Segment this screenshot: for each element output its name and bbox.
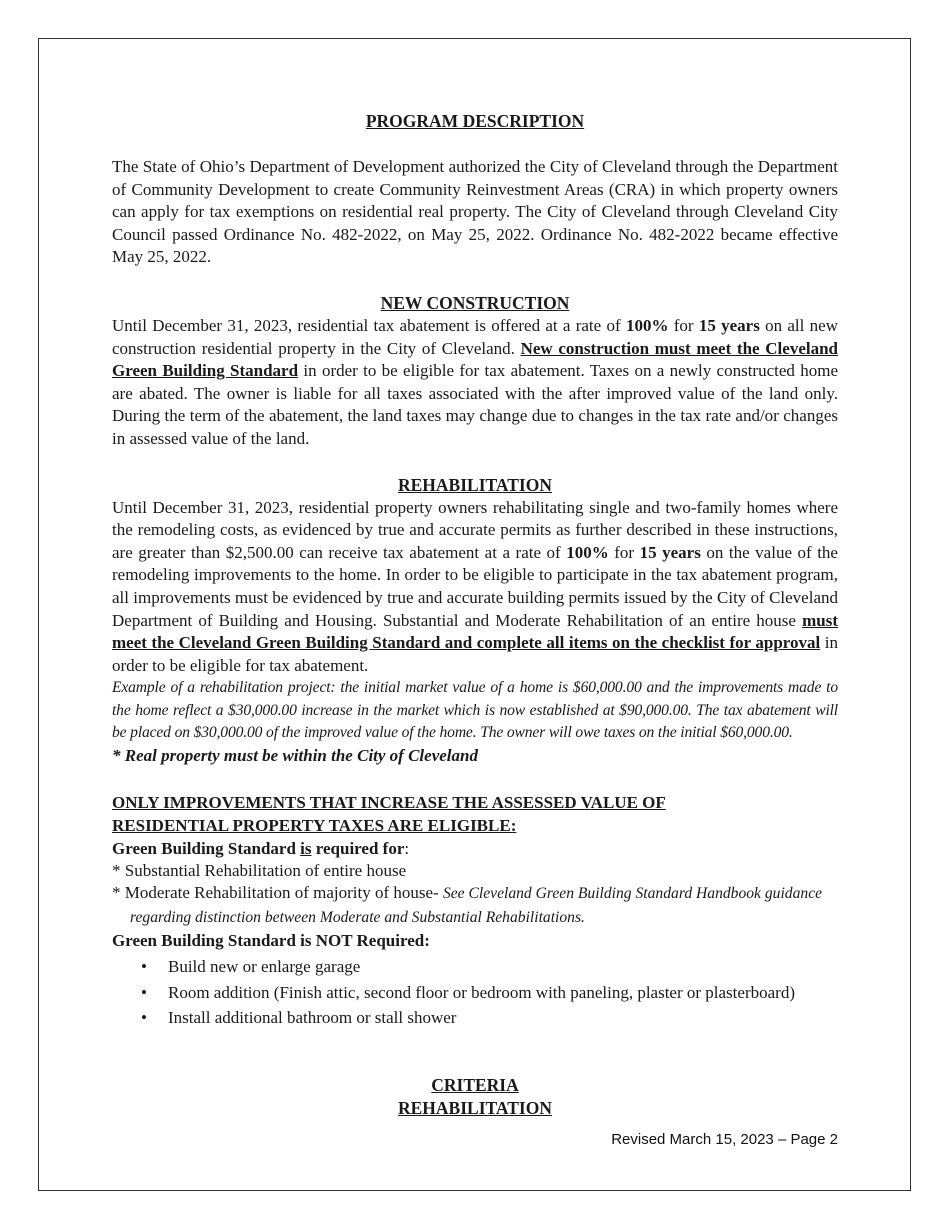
list-item: • Install additional bathroom or stall shower — [168, 1005, 838, 1031]
list-item: • Build new or enlarge garage — [168, 954, 838, 980]
program-description-heading: PROGRAM DESCRIPTION — [365, 111, 585, 131]
rehabilitation-text: Until December 31, 2023, residential property owners rehabilitating single and two-family homes where the remodeling costs, as evidenced by true and accurate permits as further described in these instructions, are greater than $2,500.00 can receive tax abatement at a rate of 100% for 15 years on the value of the remodeling improvements to the home. In order to be eligible to participate in the tax abatement program, all improvements must be evidenced by true and accurate building permits issued by the City of Cleveland Department of Building and Housing. Substantial and Moderate Rehabilitation of an entire house must meet the Cleveland Green Building Standard and complete all items on the checklist for approval in order to be eligible for tax abatement. — [112, 497, 838, 675]
eligible-improvements-heading: ONLY IMPROVEMENTS THAT INCREASE THE ASSESSED VALUE OF RESIDENTIAL PROPERTY TAXES ARE ELIGIBLE: — [112, 792, 666, 835]
green-standard-required-heading: Green Building Standard is required for: — [112, 838, 410, 858]
green-standard-not-required-heading: Green Building Standard is NOT Required: — [112, 931, 430, 951]
criteria-heading: CRITERIA — [431, 1074, 519, 1095]
criteria-rehabilitation-heading: REHABILITATION — [398, 1097, 552, 1118]
list-item: • Room addition (Finish attic, second floor or bedroom with paneling, plaster or plasterboard) — [168, 980, 838, 1006]
page-footer: Revised March 15, 2023 – Page 2 — [611, 1131, 838, 1148]
rehabilitation-heading: REHABILITATION — [398, 474, 552, 495]
new-construction-text: Until December 31, 2023, residential tax abatement is offered at a rate of 100% for 15 years on all new construction residential property in the City of Cleveland. New construction must meet the Cleveland Green Building Standard in order to be eligible for tax abatement. Taxes on a newly constructed home are abated. The owner is liable for all taxes associated with the after improved value of the land only. During the term of the abatement, the land taxes may change due to changes in the tax rate and/or changes in assessed value of the land. — [112, 315, 839, 448]
new-construction-heading: NEW CONSTRUCTION — [380, 292, 570, 313]
required-item-moderate: * Moderate Rehabilitation of majority of house- See Cleveland Green Building Standard Handbook guidance regarding distinction between Moderate and Substantial Rehabilitations. — [112, 883, 823, 926]
not-required-list — [112, 954, 838, 1031]
green-standard-requirement: New construction must meet the Cleveland Green Building Standard — [112, 338, 839, 381]
real-property-note: * Real property must be within the City of Cleveland — [112, 746, 478, 766]
document-body — [112, 110, 838, 1120]
program-description-text: The State of Ohio’s Department of Development authorized the City of Cleveland through the Department of Community Development to create Community Reinvestment Areas (CRA) in which property owners can apply for tax exemptions on residential real property. The City of Cleveland through Cleveland City Council passed Ordinance No. 482-2022, on May 25, 2022. Ordinance No. 482-2022 became effective May 25, 2022. — [112, 157, 838, 267]
rehab-requirement: must meet the Cleveland Green Building Standard and complete all items on the checklist for approval — [112, 610, 838, 653]
required-item-substantial: * Substantial Rehabilitation of entire house — [112, 860, 407, 880]
rehabilitation-example: Example of a rehabilitation project: the initial market value of a home is $60,000.00 and the improvements made to the home reflect a $30,000.00 increase in the market which is now established at $90,000.00. The tax abatement will be placed on $30,000.00 of the improved value of the home. The owner will owe taxes on the initial $60,000.00. — [112, 679, 838, 742]
